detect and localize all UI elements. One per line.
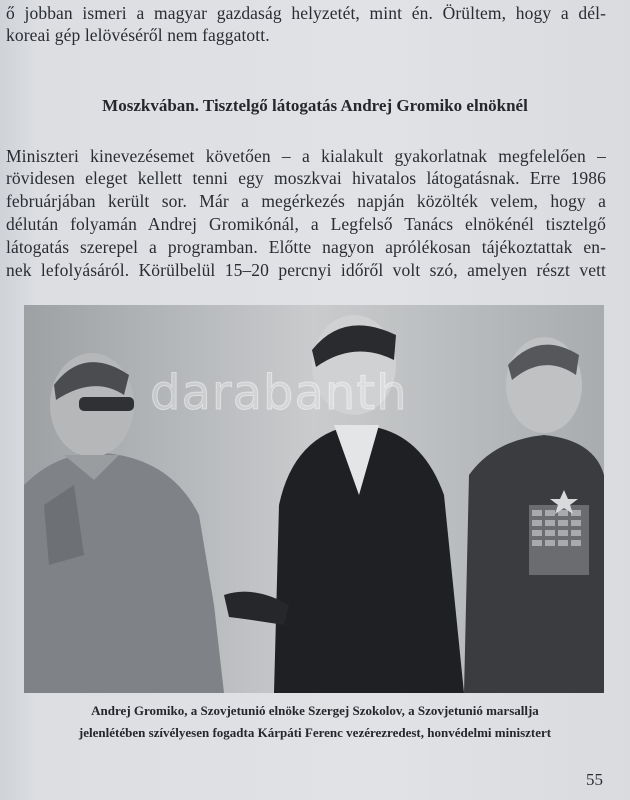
body-line: ő jobban ismeri a magyar gazdaság helyzetét, mint én. Örültem, hogy a dél- <box>6 3 606 23</box>
historical-photo <box>24 305 604 693</box>
body-line: koreai gép lelövéséről nem faggatott. <box>6 25 270 45</box>
photo-illustration <box>24 305 604 693</box>
page-number: 55 <box>586 770 603 789</box>
photo-caption-line: jelenlétében szívélyesen fogadta Kárpáti Ferenc vezérezredest, honvédelmi minisztert <box>78 725 552 740</box>
paragraph-line: nek lefolyásáról. Körülbelül 15–20 percnyi időről volt szó, amelyen részt vett <box>6 260 606 280</box>
photo-caption-line: Andrej Gromiko, a Szovjetunió elnöke Szergej Szokolov, a Szovjetunió marsallja <box>91 703 539 718</box>
paragraph-line: délután folyamán Andrej Gromikónál, a Legfelső Tanács elnökénél tisztelgő <box>6 214 606 234</box>
section-heading: Moszkvában. Tisztelgő látogatás Andrej Gromiko elnöknél <box>102 96 528 115</box>
paragraph-line: februárjában került sor. Már a megérkezés napján közölték velem, hogy a <box>6 191 606 211</box>
paragraph-line: rövidesen eleget kellett tenni egy moszkvai hivatalos látogatásnak. Erre 1986 <box>6 168 606 188</box>
paragraph-line: látogatás szerepel a programban. Előtte nagyon aprólékosan tájékoztattak en- <box>6 237 606 257</box>
paragraph-line: Miniszteri kinevezésemet követően – a kialakult gyakorlatnak megfelelően – <box>6 146 606 166</box>
watermark: darabanth <box>150 365 408 421</box>
